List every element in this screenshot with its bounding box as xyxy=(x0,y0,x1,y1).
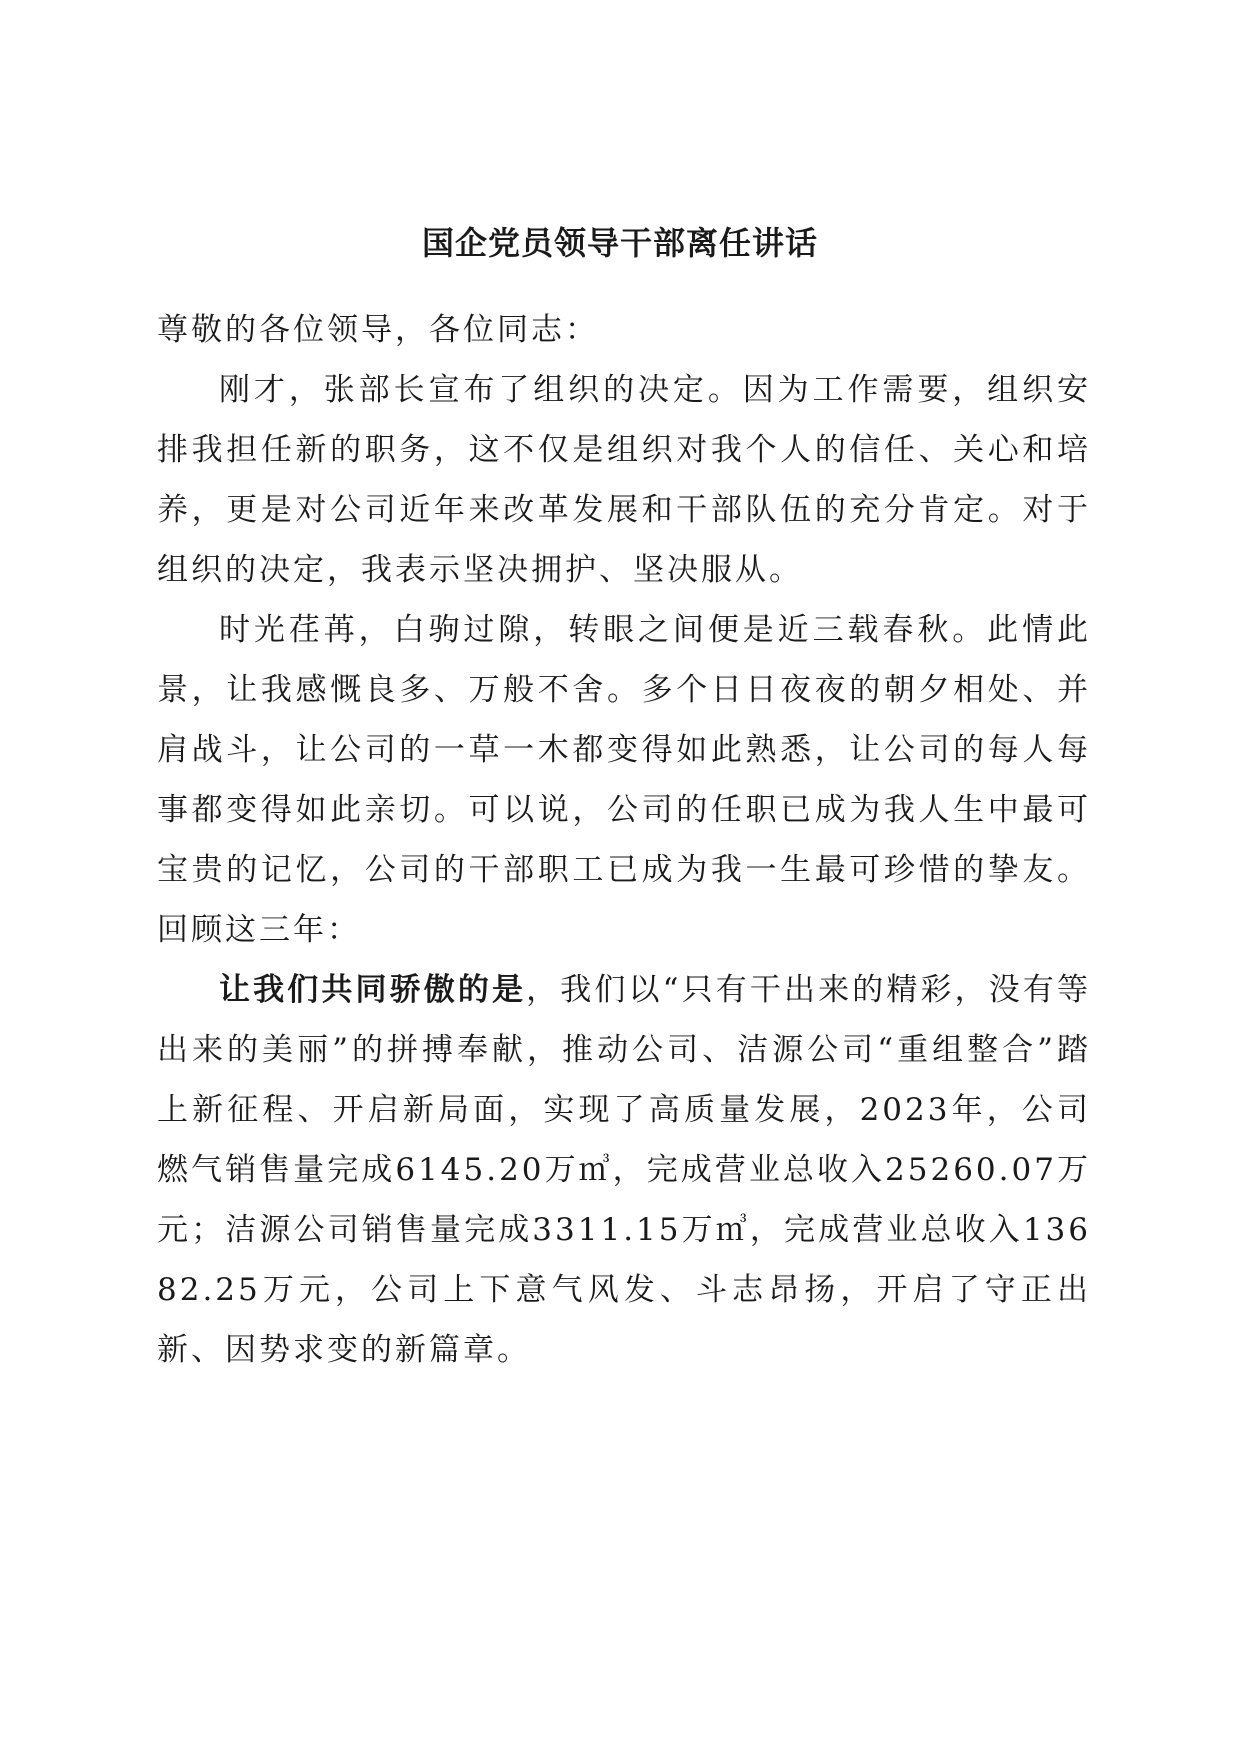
document-body xyxy=(157,300,1091,1380)
paragraph-text: 刚才，张部长宣布了组织的决定。因为工作需要，组织安排我担任新的职务，这不仅是组织对我个人的信任、关心和培养，更是对公司近年来改革发展和干部队伍的充分肯定。对于组织的决定，我表示坚决拥护、坚决服从。 xyxy=(157,372,1091,588)
paragraph-text: 时光荏苒，白驹过隙，转眼之间便是近三载春秋。此情此景，让我感慨良多、万般不舍。多个日日夜夜的朝夕相处、并肩战斗，让公司的一草一木都变得如此熟悉，让公司的每人每事都变得如此亲切。可以说，公司的任职已成为我人生中最可宝贵的记忆，公司的干部职工已成为我一生最可珍惜的挚友。回顾这三年： xyxy=(157,612,1091,948)
document-title: 国企党员领导干部离任讲话 xyxy=(421,224,818,262)
paragraph-text: ，我们以“只有干出来的精彩，没有等出来的美丽”的拼搏奉献，推动公司、洁源公司“重组整合”踏上新征程、开启新局面，实现了高质量发展，2023年，公司燃气销售量完成6145.20万㎥，完成营业总收入25260.07万元；洁源公司销售量完成3311.15万㎥，完成营业总收入13682.25万元，公司上下意气风发、斗志昂扬，开启了守正出新、因势求变的新篇章。 xyxy=(157,972,1091,1368)
salutation: 尊敬的各位领导，各位同志： xyxy=(157,312,599,348)
paragraph-achievements xyxy=(157,960,1091,1380)
paragraph-reflection xyxy=(157,600,1091,960)
paragraph-lead-bold: 让我们共同骄傲的是 xyxy=(219,972,527,1008)
paragraph-announcement xyxy=(157,360,1091,600)
